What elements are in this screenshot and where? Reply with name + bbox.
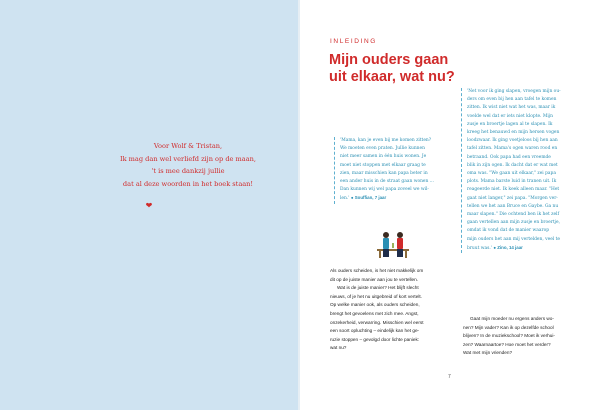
quote-line: een ander huis in de straat gaan wonen ... bbox=[340, 179, 434, 185]
heart-icon: ❤ bbox=[145, 201, 153, 210]
quote-line: loodzwaar. Ik ging voetjeloos bij hen aan bbox=[467, 138, 558, 144]
body-line: Wat met mijn vrienden? bbox=[463, 350, 513, 356]
quote-attribution: ● Zino, 14 jaar bbox=[493, 244, 523, 250]
body-line: een soort opluchting – eindelijk kan het ge- bbox=[330, 328, 420, 334]
body-line: brengt het gevoelens met zich mee. Angst, bbox=[330, 310, 419, 316]
quote-line: betraand. Ook papa had een vreemde bbox=[467, 154, 551, 160]
quote-line: ders om even bij hen aan tafel te komen bbox=[467, 97, 557, 103]
body-paragraph-2 bbox=[463, 315, 583, 358]
quote-line: mijn ouders het aan mij vertelden, veel te bbox=[467, 236, 560, 242]
quote-line-text: bruut was.' bbox=[467, 245, 492, 251]
body-line: Gaat mijn moeder nu ergens anders wo- bbox=[470, 316, 554, 321]
body-line: Als ouders scheiden, is het niet makkelijk om bbox=[330, 268, 424, 273]
quote-line: moet niet stoppen met elkaar graag te bbox=[340, 162, 426, 168]
chapter-title-line: uit elkaar, wat nu? bbox=[329, 69, 455, 85]
quote-line: niet meer samen in één huis wonen. Je bbox=[340, 154, 427, 160]
body-line: zen? Waarnaartoe? Hoe moet het verder? bbox=[463, 341, 551, 347]
quote-line: reageerde niet. Ik keek alleen maar. "Het bbox=[467, 187, 560, 193]
quote-line: voelde wel dat er iets niet klopte. Mijn bbox=[467, 113, 553, 119]
chapter-title bbox=[329, 52, 509, 86]
quote-line-text: len.' bbox=[340, 196, 350, 202]
quote-line: maar slapen." Die ochtend ben ik het zelf bbox=[467, 212, 560, 218]
quote-line bbox=[467, 244, 579, 253]
body-line: nen? Mijn vader? Kan ik op dezelfde school bbox=[463, 324, 554, 330]
quote-line: omdat ik vond dat de manier waarop bbox=[467, 228, 550, 234]
body-paragraph-1 bbox=[330, 267, 450, 353]
quote-line: 'Net voor ik ging slapen, vroegen mijn ou- bbox=[467, 89, 561, 94]
body-line: dit op de juiste manier aan jou te vertellen. bbox=[330, 276, 419, 282]
quote-line: 'Mama, kan je even bij me komen zitten? bbox=[340, 138, 432, 143]
quote-line: tafel zitten. Mama's ogen waren rood en bbox=[467, 146, 558, 152]
chapter-title-line: Mijn ouders gaan bbox=[329, 52, 449, 68]
dedication-line: Voor Wolf & Tristan, bbox=[153, 142, 223, 150]
quote-line: plots. Mama barste luid in tranen uit. Ik bbox=[467, 179, 557, 185]
page-number: 7 bbox=[448, 374, 451, 380]
quote-line: gaat niet langer," zei papa. "Morgen ver- bbox=[467, 195, 558, 201]
quote-line: gaan vertellen aan mijn zusje en broertje, bbox=[467, 220, 560, 226]
dedication bbox=[84, 140, 292, 190]
body-line: onzekerheid, verwarring. Misschien wel eerst bbox=[330, 319, 424, 325]
body-line: ruzie stoppen – gevolgd door lichte paniek: bbox=[330, 336, 420, 342]
quote-line: zusje en broertje lagen al te slapen. Ik bbox=[467, 121, 553, 127]
quote-line: We moeten even praten. Jullie kunnen bbox=[340, 146, 425, 152]
dedication-line: 't is mee dankzij jullie bbox=[151, 167, 225, 175]
quote-line: Dan kunnen wij wel papa zoveel we wil- bbox=[340, 187, 429, 193]
quote-line: zien, maar misschien kan papa beter in bbox=[340, 170, 428, 176]
body-line: wat nu? bbox=[330, 345, 347, 351]
dedication-line: Ik mag dan wel verliefd zijn op de maan, bbox=[119, 154, 257, 163]
quote-souffian bbox=[334, 137, 448, 204]
quote-line: zitten. Ik wist niet wat het was, maar ik bbox=[467, 105, 556, 111]
quote-line: tellen we het aan Bruce en Gaybe. Ga nu bbox=[467, 203, 559, 209]
quote-attribution: ● Souffian, 7 jaar bbox=[350, 195, 387, 201]
right-page bbox=[300, 0, 600, 410]
two-figures-on-bench-icon bbox=[375, 229, 411, 259]
left-page bbox=[0, 0, 298, 410]
quote-line: kreeg het benauwd en mijn hersen vogen bbox=[467, 130, 560, 136]
quote-line: oma was. "We gaan uit elkaar," zei papa bbox=[467, 171, 556, 177]
body-line: nieuws, of je het nu uitgebreid of kort vertelt. bbox=[330, 293, 422, 299]
body-line: Wat is de juiste manier? Het blijft slecht bbox=[337, 285, 419, 291]
body-line: blijven? In de muziekschool? Moet ik verhui- bbox=[463, 333, 555, 339]
dedication-line: dat al deze woorden in het boek staan! bbox=[122, 179, 254, 188]
section-label: INLEIDING bbox=[330, 38, 377, 45]
quote-line: blik in zijn ogen. Ik dacht dat er wat met bbox=[467, 162, 558, 168]
quote-line bbox=[340, 194, 448, 203]
body-line: Op welke manier ook, als ouders scheiden, bbox=[330, 302, 420, 308]
quote-zino bbox=[461, 88, 579, 253]
